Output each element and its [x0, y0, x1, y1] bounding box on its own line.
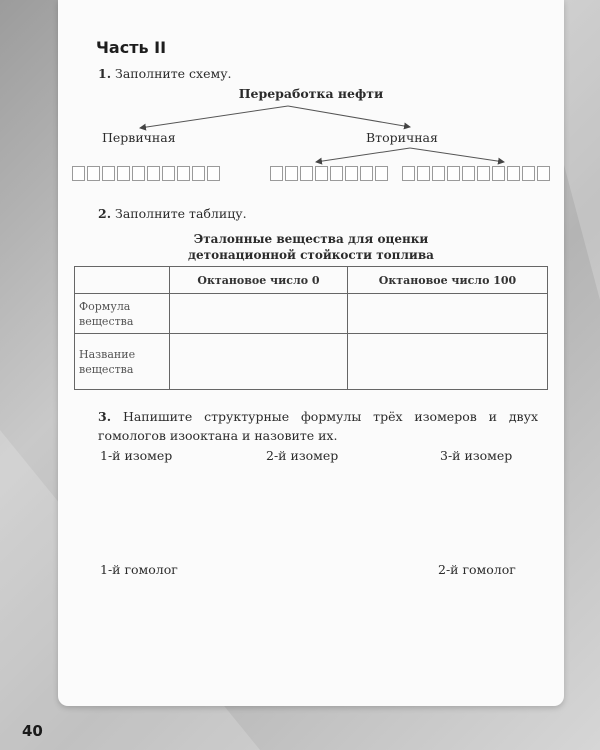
- task1-number: 1.: [98, 66, 112, 81]
- answer-boxes-primary: [72, 166, 220, 181]
- scheme-title: Переработка нефти: [238, 86, 384, 101]
- arrow-secondary: [288, 106, 410, 127]
- page-number: 40: [22, 722, 43, 740]
- answer-cell[interactable]: [102, 166, 115, 181]
- homolog1-label: 1-й гомолог: [100, 562, 178, 577]
- task3-text: Напишите структурные формулы трёх изомеров и двух гомологов изооктана и назовите их.: [98, 409, 538, 443]
- task2-instruction: [98, 206, 247, 221]
- task1-text: Заполните схему.: [115, 66, 232, 81]
- answer-cell[interactable]: [417, 166, 430, 181]
- answer-boxes-secondary-1: [270, 166, 388, 181]
- homolog2-label: 2-й гомолог: [438, 562, 516, 577]
- isomer1-label: 1-й изомер: [100, 448, 173, 463]
- task2-number: 2.: [98, 206, 112, 221]
- answer-cell[interactable]: [375, 166, 388, 181]
- task2-text: Заполните таблицу.: [115, 206, 247, 221]
- row-header: Формула вещества: [75, 294, 170, 334]
- branch-primary: Первичная: [102, 130, 176, 145]
- answer-cell[interactable]: [432, 166, 445, 181]
- answer-cell[interactable]: [270, 166, 283, 181]
- answer-cell[interactable]: [207, 166, 220, 181]
- isomer3-label: 3-й изомер: [440, 448, 513, 463]
- table-row: [75, 334, 548, 390]
- answer-cell[interactable]: [117, 166, 130, 181]
- answer-cell[interactable]: [132, 166, 145, 181]
- table-title-line2: детонационной стойкости топлива: [188, 248, 434, 262]
- answer-cell[interactable]: [285, 166, 298, 181]
- table-row: [75, 294, 548, 334]
- answer-cell[interactable]: [507, 166, 520, 181]
- answer-cell[interactable]: [300, 166, 313, 181]
- arrow-primary: [140, 106, 288, 128]
- arrow-secondary-left: [316, 148, 410, 162]
- branch-secondary: Вторичная: [366, 130, 438, 145]
- table-header-row: [75, 267, 548, 294]
- answer-boxes-secondary-2: [402, 166, 550, 181]
- table-header-cell: Октановое число 100: [347, 267, 547, 294]
- answer-cell[interactable]: [192, 166, 205, 181]
- answer-cell[interactable]: [492, 166, 505, 181]
- table-cell[interactable]: [347, 334, 547, 390]
- answer-cell[interactable]: [147, 166, 160, 181]
- answer-cell[interactable]: [315, 166, 328, 181]
- answer-cell[interactable]: [477, 166, 490, 181]
- answer-cell[interactable]: [72, 166, 85, 181]
- table-cell[interactable]: [170, 294, 348, 334]
- table-title-line1: Эталонные вещества для оценки: [193, 232, 429, 246]
- answer-cell[interactable]: [447, 166, 460, 181]
- answer-cell[interactable]: [522, 166, 535, 181]
- fuel-table: [74, 266, 548, 390]
- table-cell[interactable]: [347, 294, 547, 334]
- part-title: Часть II: [96, 38, 167, 57]
- answer-cell[interactable]: [345, 166, 358, 181]
- arrow-secondary-right: [410, 148, 504, 162]
- answer-cell[interactable]: [177, 166, 190, 181]
- table-cell[interactable]: [170, 334, 348, 390]
- isomer2-label: 2-й изомер: [266, 448, 339, 463]
- row-header: Название вещества: [75, 334, 170, 390]
- answer-cell[interactable]: [402, 166, 415, 181]
- workbook-page: [58, 0, 564, 706]
- task3-number: 3.: [98, 409, 112, 424]
- answer-cell[interactable]: [537, 166, 550, 181]
- answer-cell[interactable]: [462, 166, 475, 181]
- answer-cell[interactable]: [330, 166, 343, 181]
- table-header-cell: [75, 267, 170, 294]
- answer-cell[interactable]: [87, 166, 100, 181]
- answer-cell[interactable]: [360, 166, 373, 181]
- answer-cell[interactable]: [162, 166, 175, 181]
- task3-instruction: [98, 407, 538, 445]
- table-header-cell: Октановое число 0: [170, 267, 348, 294]
